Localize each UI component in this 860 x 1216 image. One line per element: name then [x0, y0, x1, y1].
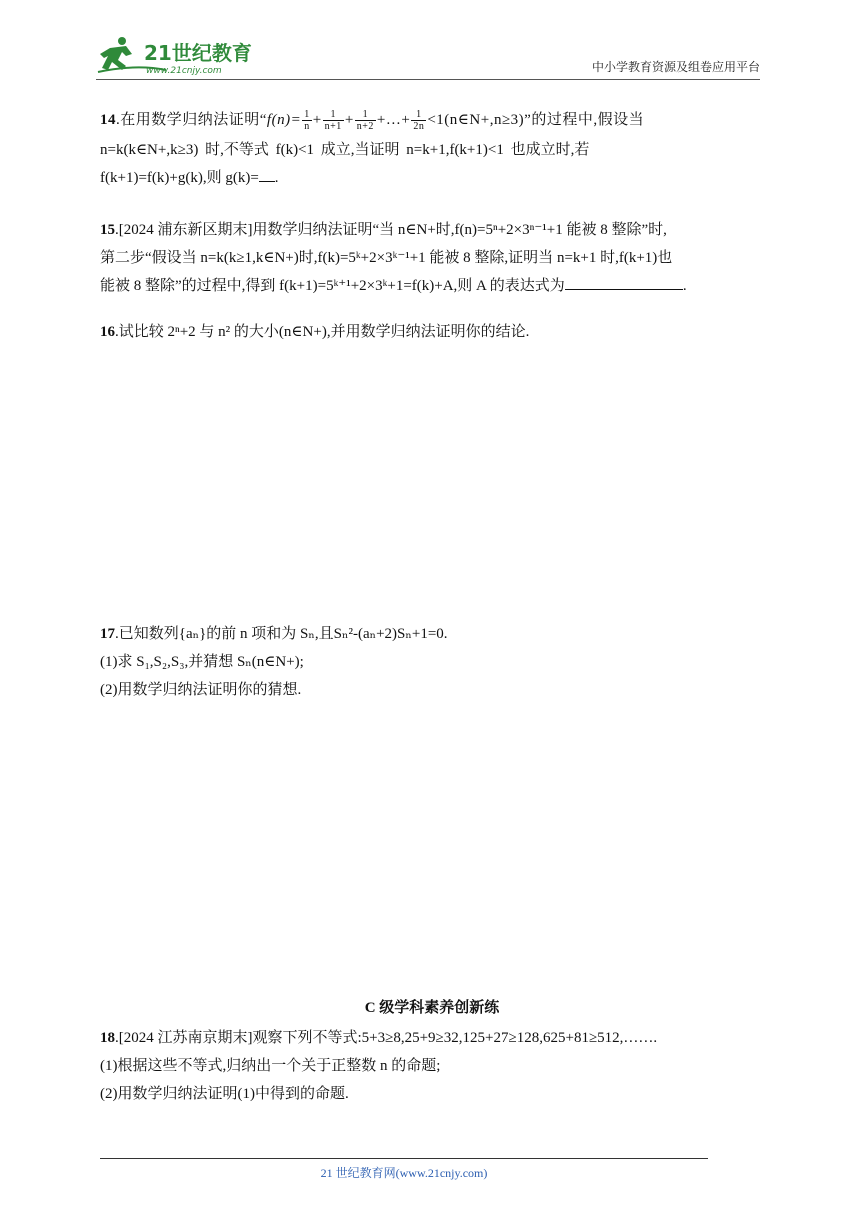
q15-line3: 能被 8 整除”的过程中,得到 f(k+1)=5ᵏ⁺¹+2×3ᵏ+1=f(k)+A,则 A 的表达式为 .	[100, 278, 687, 294]
page-header	[96, 30, 760, 80]
question-18	[100, 1026, 764, 1106]
frac2-den: n+1	[324, 121, 342, 133]
frac1-num: 1	[304, 109, 310, 121]
frac3-den: n+2	[356, 121, 374, 133]
q14-line2: n=k(k∈N+,k≥3) 时,不等式 f(k)<1 成立,当证明 n=k+1,f(k+1)<1 也成立时,若	[100, 142, 590, 159]
q16-line1-text: .试比较 2ⁿ+2 与 n² 的大小(n∈N+),并用数学归纳法证明你的结论.	[115, 324, 530, 340]
fraction-1	[302, 109, 312, 132]
answer-blank-14[interactable]	[259, 181, 275, 182]
fraction-4	[411, 109, 426, 132]
frac2-num: 1	[323, 109, 344, 121]
q16-number: 16	[100, 324, 115, 340]
q14-number: 14	[100, 112, 116, 128]
site-logo	[96, 34, 266, 76]
q18-part1: (1)根据这些不等式,归纳出一个关于正整数 n 的命题;	[100, 1058, 441, 1074]
question-14	[100, 108, 764, 190]
q14-line3-text: f(k+1)=f(k)+g(k),则 g(k)=	[100, 170, 259, 187]
header-divider	[96, 79, 760, 80]
q16-line1	[100, 320, 764, 344]
q14-dots: +…+	[376, 112, 411, 128]
question-16	[100, 320, 764, 344]
q14-line1: 14.在用数学归纳法证明“f(n)= $\frac{1}{n}$ + $\frac{1}{n+1}$ + $\frac{1}{n+2}$ +…+ $\frac{1}{2n}$ <1(n∈N+,n≥3)”的过程中,假设当	[100, 109, 645, 133]
svg-text:21世纪教育: 21世纪教育	[144, 41, 252, 65]
q18-number: 18	[100, 1030, 115, 1046]
footer-link[interactable]: 21 世纪教育网(www.21cnjy.com)	[320, 1166, 488, 1180]
footer-divider	[100, 1158, 708, 1159]
frac1-den: n	[304, 121, 310, 133]
q15-line1	[100, 218, 764, 242]
q17-part1: (1)求 S₁,S₂,S₃,并猜想 Sₙ(n∈N+);	[100, 654, 304, 670]
frac4-num: 1	[411, 109, 426, 121]
q14-fn: f(n)=	[266, 112, 302, 128]
q17-number: 17	[100, 626, 115, 642]
q14-text-a: .在用数学归纳法证明“	[116, 112, 267, 128]
platform-name: 中小学教育资源及组卷应用平台	[591, 60, 760, 74]
q18-line1	[100, 1026, 764, 1050]
q18-part2: (2)用数学归纳法证明(1)中得到的命题.	[100, 1086, 349, 1102]
q14-text-b: <1(n∈N+,n≥3)”的过程中,假设当	[427, 112, 645, 128]
q17-line1-text: .已知数列{aₙ}的前 n 项和为 Sₙ,且Sₙ²-(aₙ+2)Sₙ+1=0.	[115, 626, 448, 642]
q17-line1	[100, 622, 764, 646]
section-c-title: C 级学科素养创新练	[364, 1000, 500, 1016]
fraction-2	[323, 109, 344, 132]
q14-line3: f(k+1)=f(k)+g(k),则 g(k)= .	[100, 170, 279, 187]
q15-number: 15	[100, 222, 115, 238]
q17-part2: (2)用数学归纳法证明你的猜想.	[100, 682, 302, 698]
answer-blank-15[interactable]	[565, 289, 683, 290]
question-15	[100, 218, 764, 298]
q15-line1-text: .[2024 浦东新区期末]用数学归纳法证明“当 n∈N+时,f(n)=5ⁿ+2×3ⁿ⁻¹+1 能被 8 整除”时,	[115, 222, 667, 238]
frac3-num: 1	[355, 109, 376, 121]
q18-line1-text: .[2024 江苏南京期末]观察下列不等式:5+3≥8,25+9≥32,125+27≥128,625+81≥512,…….	[115, 1030, 658, 1046]
q15-line2: 第二步“假设当 n=k(k≥1,k∈N+)时,f(k)=5ᵏ+2×3ᵏ⁻¹+1 能被 8 整除,证明当 n=k+1 时,f(k+1)也	[100, 250, 673, 266]
frac4-den: 2n	[413, 121, 425, 133]
fraction-3	[355, 109, 376, 132]
q15-line3-text: 能被 8 整除”的过程中,得到 f(k+1)=5ᵏ⁺¹+2×3ᵏ+1=f(k)+A,则 A 的表达式为	[100, 278, 565, 294]
question-17	[100, 622, 764, 702]
svg-text:www.21cnjy.com: www.21cnjy.com	[146, 66, 222, 76]
